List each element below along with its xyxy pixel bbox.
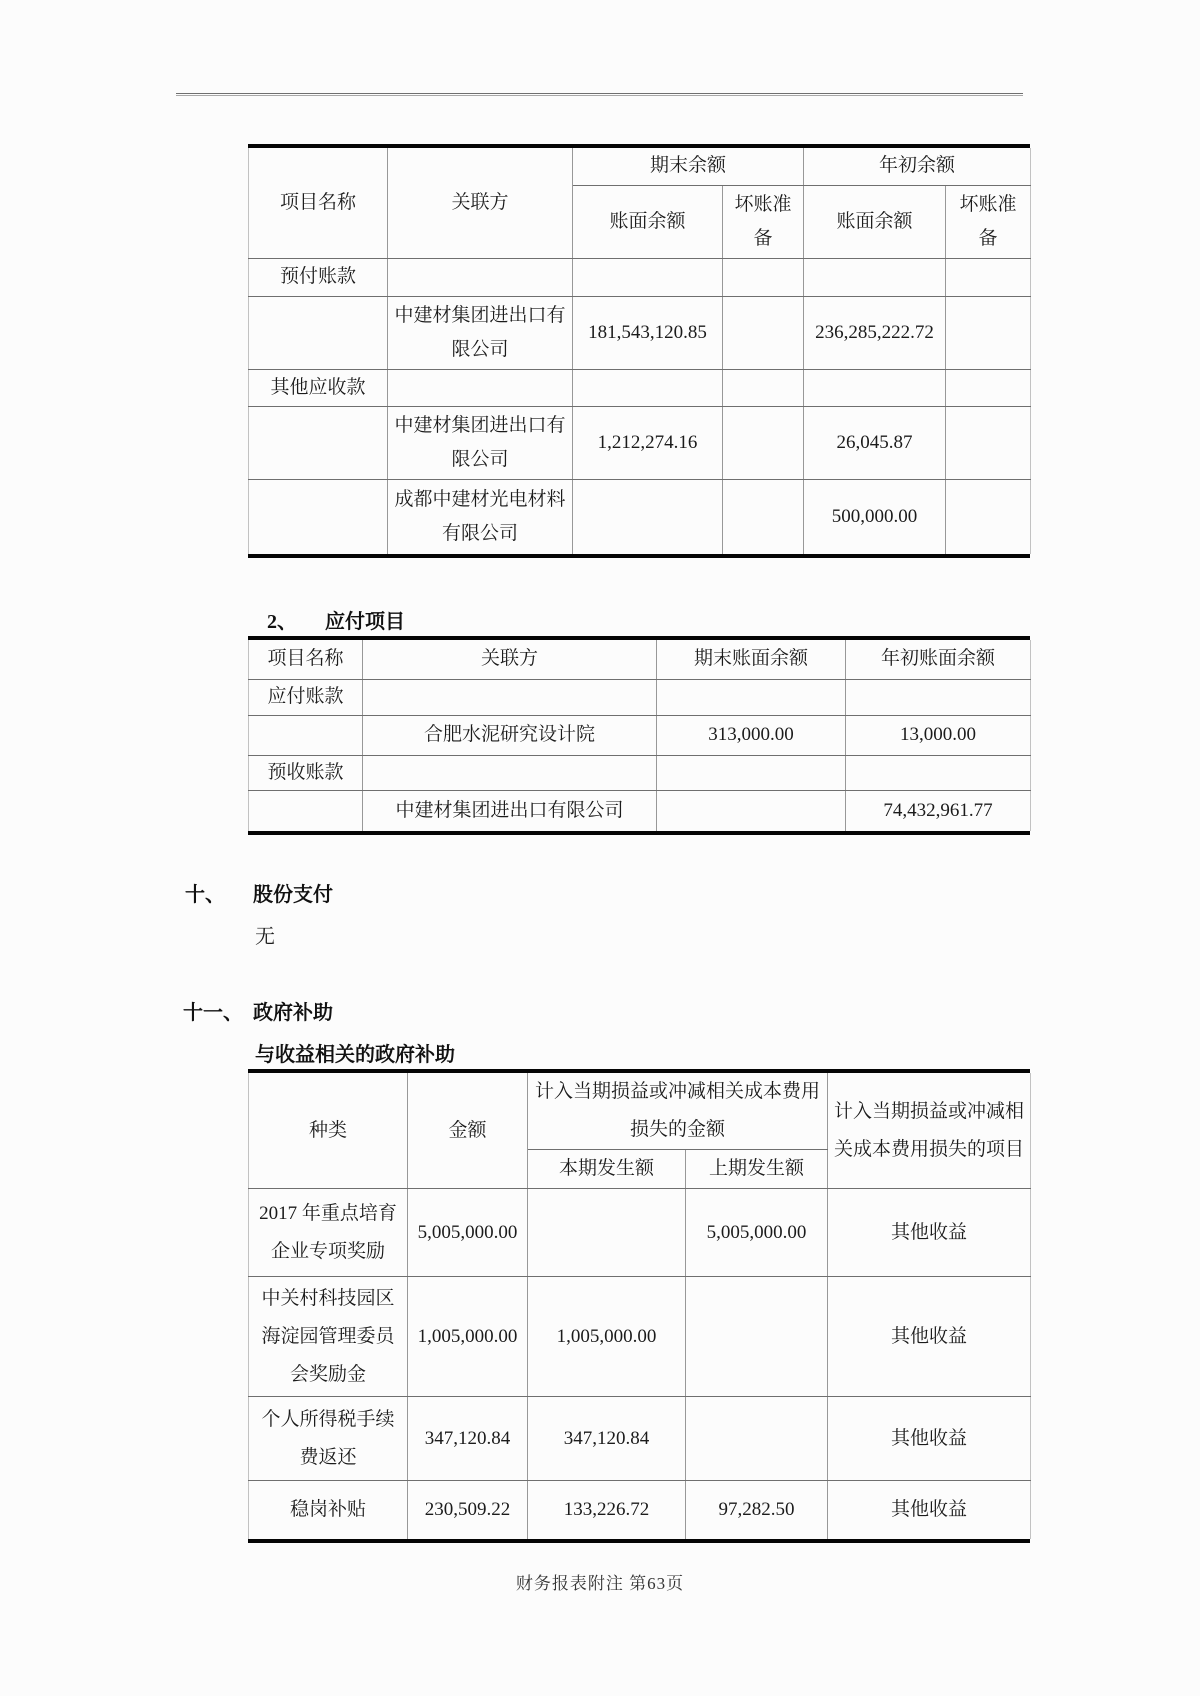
- amount-cell: [946, 479, 1031, 554]
- column-header-pnl-item: 计入当期损益或冲减相关成本费用损失的项目: [828, 1073, 1031, 1189]
- amount-cell: [573, 258, 723, 296]
- column-header-category: 种类: [249, 1073, 408, 1189]
- pnl-item-cell: 其他收益: [828, 1277, 1031, 1397]
- section-body-text: 无: [255, 926, 275, 948]
- receivables-balances-table: [248, 144, 1030, 558]
- item-name-cell: [249, 296, 388, 369]
- payables-grid: [248, 640, 1031, 831]
- related-party-cell: 成都中建材光电材料有限公司: [388, 479, 573, 554]
- column-header-book-balance-begin: 账面余额: [804, 185, 946, 258]
- column-header-ending-book-balance: 期末账面余额: [657, 640, 846, 679]
- amount-cell: [946, 258, 1031, 296]
- amount-cell: [846, 679, 1031, 715]
- table-header-row: [249, 1073, 1031, 1150]
- table-row: [249, 679, 1031, 715]
- amount-cell: 230,509.22: [408, 1481, 528, 1539]
- amount-cell: 347,120.84: [408, 1397, 528, 1481]
- amount-cell: [573, 369, 723, 406]
- table-row: [249, 258, 1031, 296]
- amount-cell: 5,005,000.00: [408, 1189, 528, 1277]
- pnl-item-cell: 其他收益: [828, 1481, 1031, 1539]
- amount-cell: [686, 1397, 828, 1481]
- table-row: [249, 1277, 1031, 1397]
- grant-category-cell: 稳岗补贴: [249, 1481, 408, 1539]
- amount-cell: 1,212,274.16: [573, 406, 723, 479]
- related-party-cell: 中建材集团进出口有限公司: [363, 790, 657, 831]
- table-row: [249, 1481, 1031, 1539]
- column-header-related-party: 关联方: [363, 640, 657, 679]
- subsection-title: 与收益相关的政府补助: [255, 1044, 455, 1066]
- table-row: [249, 1397, 1031, 1481]
- column-header-related-party: 关联方: [388, 148, 573, 258]
- table-row: [249, 715, 1031, 755]
- amount-cell: 133,226.72: [528, 1481, 686, 1539]
- item-name-cell: 预付账款: [249, 258, 388, 296]
- section-number: 十、: [185, 884, 225, 906]
- related-party-cell: [388, 258, 573, 296]
- section-title: 政府补助: [253, 1002, 333, 1024]
- column-group-ending-balance: 期末余额: [573, 148, 804, 185]
- page-header-rule: [176, 93, 1023, 96]
- column-header-item: 项目名称: [249, 148, 388, 258]
- amount-cell: 347,120.84: [528, 1397, 686, 1481]
- amount-cell: 74,432,961.77: [846, 790, 1031, 831]
- receivables-balances-grid: [248, 148, 1031, 554]
- table-row: [249, 755, 1031, 790]
- section-heading-government-grants: [183, 1000, 333, 1026]
- column-header-amount: 金额: [408, 1073, 528, 1189]
- amount-cell: [804, 369, 946, 406]
- grant-category-cell: 2017 年重点培育企业专项奖励: [249, 1189, 408, 1277]
- amount-cell: [686, 1277, 828, 1397]
- government-grants-grid: [248, 1073, 1031, 1539]
- amount-cell: [657, 755, 846, 790]
- page-footer: 财务报表附注 第63页: [515, 1574, 685, 1593]
- column-header-book-balance-end: 账面余额: [573, 185, 723, 258]
- item-name-cell: [249, 715, 363, 755]
- related-party-cell: [388, 369, 573, 406]
- amount-cell: 5,005,000.00: [686, 1189, 828, 1277]
- column-header-bad-debt-end: 坏账准备: [723, 185, 804, 258]
- amount-cell: 13,000.00: [846, 715, 1031, 755]
- amount-cell: [657, 790, 846, 831]
- table-row: [249, 790, 1031, 831]
- amount-cell: [528, 1189, 686, 1277]
- amount-cell: 236,285,222.72: [804, 296, 946, 369]
- table-row: [249, 1189, 1031, 1277]
- related-party-cell: 中建材集团进出口有限公司: [388, 296, 573, 369]
- column-group-beginning-balance: 年初余额: [804, 148, 1031, 185]
- amount-cell: [946, 369, 1031, 406]
- table-row: [249, 369, 1031, 406]
- amount-cell: [573, 479, 723, 554]
- amount-cell: 97,282.50: [686, 1481, 828, 1539]
- item-name-cell: [249, 479, 388, 554]
- section-heading-share-payment: [185, 882, 333, 908]
- column-header-bad-debt-begin: 坏账准备: [946, 185, 1031, 258]
- column-header-beginning-book-balance: 年初账面余额: [846, 640, 1031, 679]
- amount-cell: [723, 296, 804, 369]
- amount-cell: [946, 406, 1031, 479]
- grant-category-cell: 个人所得税手续费返还: [249, 1397, 408, 1481]
- subsection-heading-income-related-grants: [255, 1042, 455, 1068]
- section-title: 股份支付: [253, 884, 333, 906]
- pnl-item-cell: 其他收益: [828, 1189, 1031, 1277]
- item-name-cell: 应付账款: [249, 679, 363, 715]
- amount-cell: 181,543,120.85: [573, 296, 723, 369]
- table-row: [249, 296, 1031, 369]
- amount-cell: [846, 755, 1031, 790]
- related-party-cell: 中建材集团进出口有限公司: [388, 406, 573, 479]
- amount-cell: [723, 479, 804, 554]
- amount-cell: [657, 679, 846, 715]
- amount-cell: [723, 258, 804, 296]
- related-party-cell: [363, 755, 657, 790]
- related-party-cell: 合肥水泥研究设计院: [363, 715, 657, 755]
- payables-table: [248, 636, 1030, 835]
- item-name-cell: [249, 790, 363, 831]
- column-header-current-period: 本期发生额: [528, 1150, 686, 1189]
- table-row: [249, 406, 1031, 479]
- government-grants-table: [248, 1069, 1030, 1543]
- amount-cell: [723, 369, 804, 406]
- amount-cell: 1,005,000.00: [528, 1277, 686, 1397]
- section-heading-payables: [267, 609, 405, 635]
- amount-cell: 26,045.87: [804, 406, 946, 479]
- item-name-cell: 其他应收款: [249, 369, 388, 406]
- pnl-item-cell: 其他收益: [828, 1397, 1031, 1481]
- amount-cell: [804, 258, 946, 296]
- column-group-amount-in-pnl: 计入当期损益或冲减相关成本费用损失的金额: [528, 1073, 828, 1150]
- column-header-item: 项目名称: [249, 640, 363, 679]
- amount-cell: 1,005,000.00: [408, 1277, 528, 1397]
- item-name-cell: 预收账款: [249, 755, 363, 790]
- table-row: [249, 479, 1031, 554]
- amount-cell: 500,000.00: [804, 479, 946, 554]
- table-header-row: [249, 148, 1031, 185]
- amount-cell: 313,000.00: [657, 715, 846, 755]
- column-header-prior-period: 上期发生额: [686, 1150, 828, 1189]
- table-header-row: [249, 640, 1031, 679]
- item-name-cell: [249, 406, 388, 479]
- amount-cell: [946, 296, 1031, 369]
- section-number: 十一、: [183, 1002, 243, 1024]
- amount-cell: [723, 406, 804, 479]
- grant-category-cell: 中关村科技园区海淀园管理委员会奖励金: [249, 1277, 408, 1397]
- section-title: 应付项目: [325, 611, 405, 633]
- related-party-cell: [363, 679, 657, 715]
- section-number: 2、: [267, 611, 297, 633]
